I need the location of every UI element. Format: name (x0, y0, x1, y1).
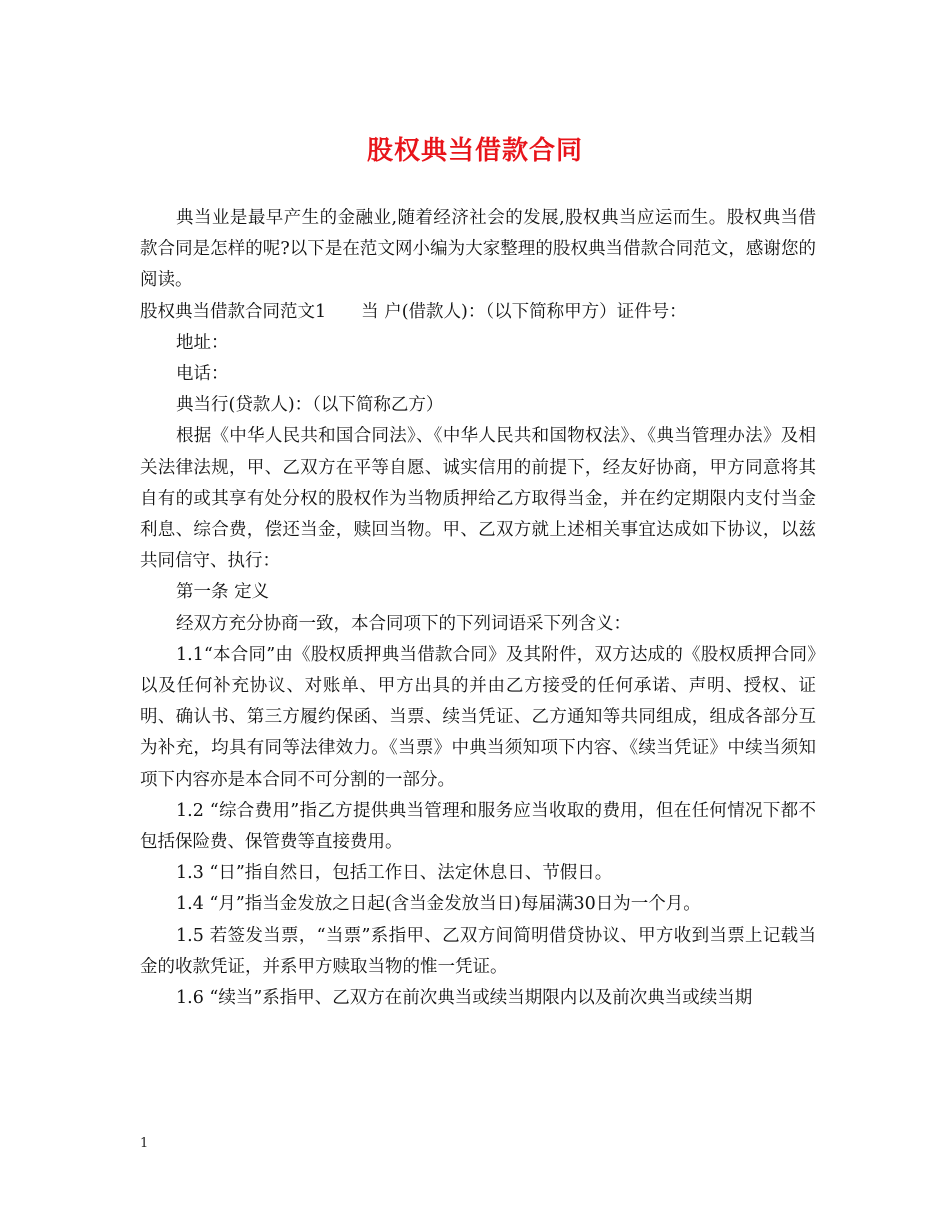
paragraph-sample-header: 股权典当借款合同范文1 当 户(借款人)：（以下简称甲方）证件号： (140, 301, 687, 322)
paragraph-preamble: 根据《中华人民共和国合同法》、《中华人民共和国物权法》、《典当管理办法》及相关法律法规，甲、乙双方在平等自愿、诚实信用的前提下，经友好协商，甲方同意将其自有的或其享有处分权的股权作为当物质押给乙方取得当金，并在约定期限内支付当金利息、综合费，偿还当金，赎回当物。甲、乙双方就上述相关事宜达成如下协议，以兹共同信守、执行： (140, 426, 816, 572)
clause-1-1: 1.1“本合同”由《股权质押典当借款合同》及其附件，双方达成的《股权质押合同》以及任何补充协议、对账单、甲方出具的并由乙方接受的任何承诺、声明、授权、证明、确认书、第三方履约保函、当票、续当凭证、乙方通知等共同组成，组成各部分互为补充，均具有同等法律效力。《当票》中典当须知项下内容、《续当凭证》中续当须知项下内容亦是本合同不可分割的一部分。 (140, 644, 816, 790)
page-number: 1 (140, 1136, 149, 1151)
document-body (140, 203, 816, 1014)
clause-1-4: 1.4 “月”指当金发放之日起(含当金发放当日)每届满30日为一个月。 (176, 894, 701, 915)
paragraph-intro: 典当业是最早产生的金融业,随着经济社会的发展,股权典当应运而生。股权典当借款合同是怎样的呢?以下是在范文网小编为大家整理的股权典当借款合同范文，感谢您的阅读。 (140, 208, 816, 291)
clause-1-2: 1.2 “综合费用”指乙方提供典当管理和服务应当收取的费用，但在任何情况下都不包括保险费、保管费等直接费用。 (140, 800, 816, 853)
paragraph-lender: 典当行(贷款人)：（以下简称乙方） (176, 395, 444, 416)
clause-1-5: 1.5 若签发当票，“当票”系指甲、乙双方间简明借贷协议、甲方收到当票上记载当金的收款凭证，并系甲方赎取当物的惟一凭证。 (140, 925, 816, 977)
paragraph-address: 地址： (176, 332, 229, 353)
paragraph-definitions-intro: 经双方充分协商一致，本合同项下的下列词语采下列含义： (176, 613, 631, 634)
article-heading: 第一条 定义 (176, 582, 270, 603)
document-title: 股权典当借款合同 (366, 136, 583, 166)
clause-1-3: 1.3 “日”指自然日，包括工作日、法定休息日、节假日。 (176, 863, 613, 884)
paragraph-phone: 电话： (176, 364, 229, 385)
clause-1-6: 1.6 “续当”系指甲、乙双方在前次典当或续当期限内以及前次典当或续当期 (176, 988, 753, 1009)
